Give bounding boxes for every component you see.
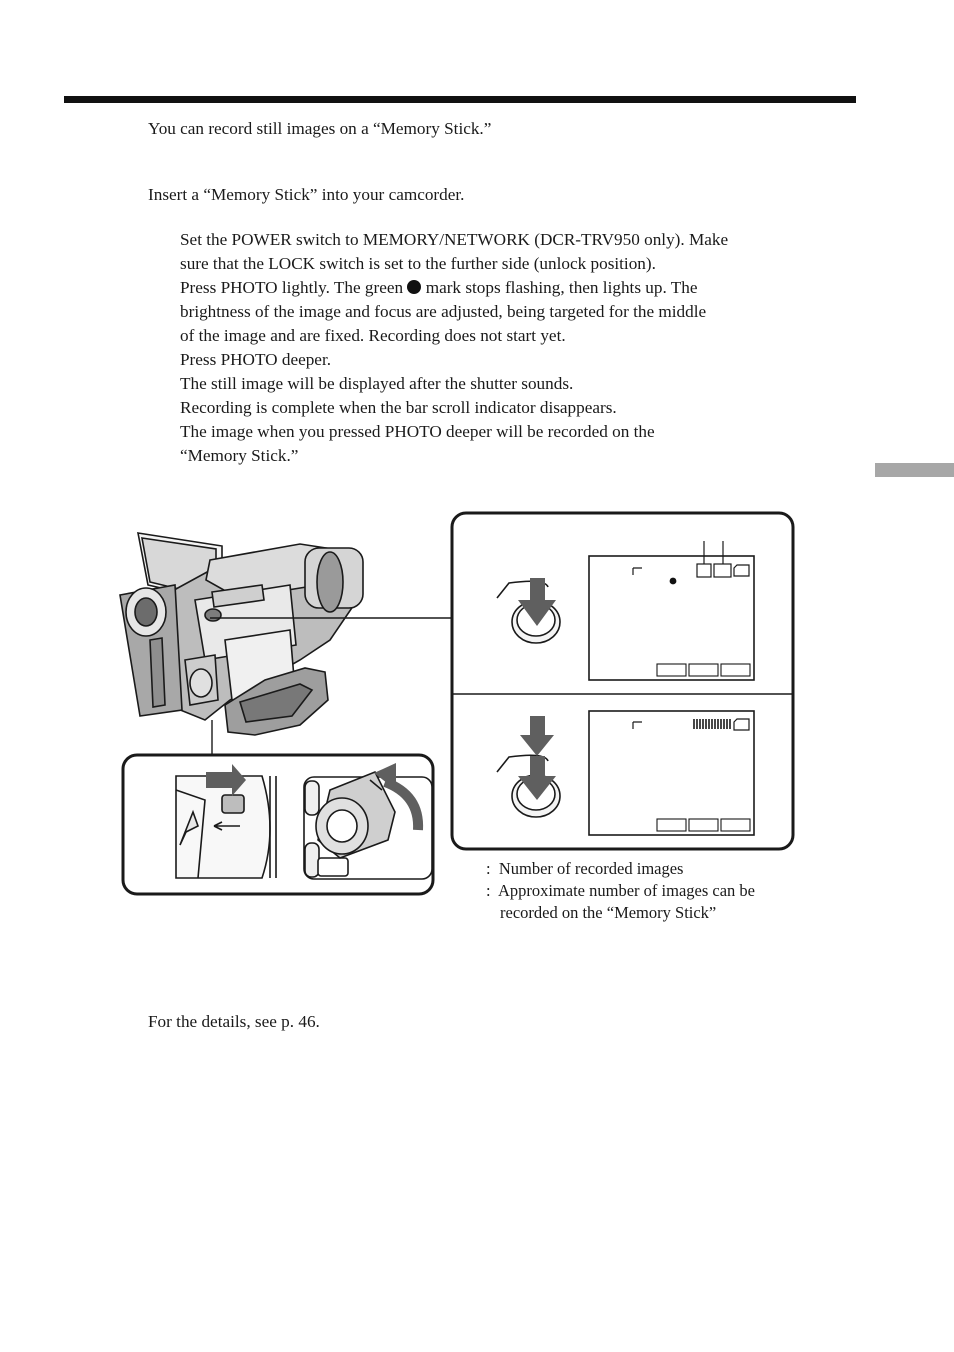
legend-item-1: : Number of recorded images — [486, 859, 684, 878]
down-arrow-icon — [520, 716, 554, 756]
step-line: Recording is complete when the bar scroll indicator disappears. — [180, 398, 617, 417]
step-line: sure that the LOCK switch is set to the further side (unlock position). — [180, 254, 656, 273]
step-line: Press PHOTO deeper. — [180, 350, 332, 369]
legend-text: Number of recorded images — [498, 859, 684, 878]
step-0-text: Insert a “Memory Stick” into your camcorder. — [148, 185, 465, 204]
legend-item-2-continued: recorded on the “Memory Stick” — [500, 903, 717, 922]
details-note: For the details, see p. 46. — [148, 1012, 320, 1031]
legend-item-2: : Approximate number of images can be — [486, 881, 755, 900]
step-line-part: Press PHOTO lightly. The green — [180, 278, 404, 297]
bar-scroll-indicator — [694, 719, 730, 729]
power-switch-detail — [123, 755, 433, 894]
step-line: brightness of the image and focus are adjusted, being targeted for the middle — [180, 302, 707, 321]
step-line: “Memory Stick.” — [180, 446, 299, 465]
legend-text: Approximate number of images can be — [497, 881, 755, 900]
step-line-part: mark stops flashing, then lights up. The — [425, 278, 698, 297]
step-line: Set the POWER switch to MEMORY/NETWORK (DCR-TRV950 only). Make — [180, 230, 729, 249]
photo-steps-panel — [452, 513, 793, 849]
camcorder-body — [120, 533, 363, 735]
step-line: The still image will be displayed after the shutter sounds. — [180, 374, 574, 393]
filled-circle-icon — [670, 578, 677, 585]
step-line: of the image and are fixed. Recording does not start yet. — [180, 326, 566, 345]
step-line: The image when you pressed PHOTO deeper will be recorded on the — [180, 422, 655, 441]
intro-text: You can record still images on a “Memory Stick.” — [148, 119, 492, 138]
